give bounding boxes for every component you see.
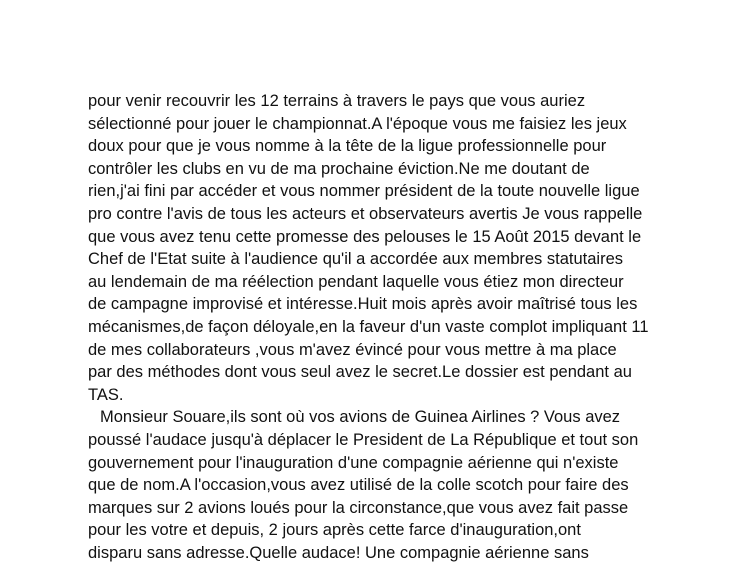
text-line: que vous avez tenu cette promesse des pelouses le 15 Août 2015 devant le bbox=[88, 227, 642, 246]
paragraph-1 bbox=[88, 90, 728, 406]
text-line: disparu sans adresse.Quelle audace! Une compagnie aérienne sans bbox=[88, 543, 589, 562]
text-line: pour les votre et depuis, 2 jours après cette farce d'inauguration,ont bbox=[88, 521, 581, 540]
text-line: marques sur 2 avions loués pour la circonstance,que vous avez fait passe bbox=[88, 498, 629, 517]
text-line: mécanismes,de façon déloyale,en la faveur d'un vaste complot impliquant 11 bbox=[88, 317, 649, 336]
text-line: Monsieur Souare,ils sont où vos avions de Guinea Airlines ? Vous avez bbox=[100, 408, 621, 427]
text-line: que de nom.A l'occasion,vous avez utilisé de la colle scotch pour faire des bbox=[88, 476, 629, 495]
text-line: rien,j'ai fini par accéder et vous nommer président de la toute nouvelle ligue bbox=[88, 182, 640, 201]
text-line: contrôler les clubs en vu de ma prochaine éviction.Ne me doutant de bbox=[88, 159, 590, 178]
text-line: Chef de l'Etat suite à l'audience qu'il a accordée aux membres statutaires bbox=[88, 250, 623, 269]
text-line: par des méthodes dont vous seul avez le secret.Le dossier est pendant au bbox=[88, 363, 632, 382]
text-line: pour venir recouvrir les 12 terrains à travers le pays que vous auriez bbox=[88, 92, 586, 110]
text-line: gouvernement pour l'inauguration d'une compagnie aérienne qui n'existe bbox=[88, 453, 619, 472]
text-line: de campagne improvisé et intéresse.Huit mois après avoir maîtrisé tous les bbox=[88, 295, 638, 314]
letter-body bbox=[88, 90, 728, 564]
text-line: pro contre l'avis de tous les acteurs et observateurs avertis Je vous rappelle bbox=[88, 204, 643, 223]
text-line: TAS. bbox=[88, 385, 124, 404]
text-line: au lendemain de ma réélection pendant laquelle vous étiez mon directeur bbox=[88, 272, 624, 291]
text-line: de mes collaborateurs ,vous m'avez évincé pour vous mettre à ma place bbox=[88, 340, 617, 359]
text-line: doux pour que je vous nomme à la tête de la ligue professionnelle pour bbox=[88, 137, 607, 156]
text-line: poussé l'audace jusqu'à déplacer le President de La République et tout son bbox=[88, 430, 639, 449]
paragraph-2 bbox=[88, 406, 728, 564]
text-line: sélectionné pour jouer le championnat.A l'époque vous me faisiez les jeux bbox=[88, 114, 627, 133]
